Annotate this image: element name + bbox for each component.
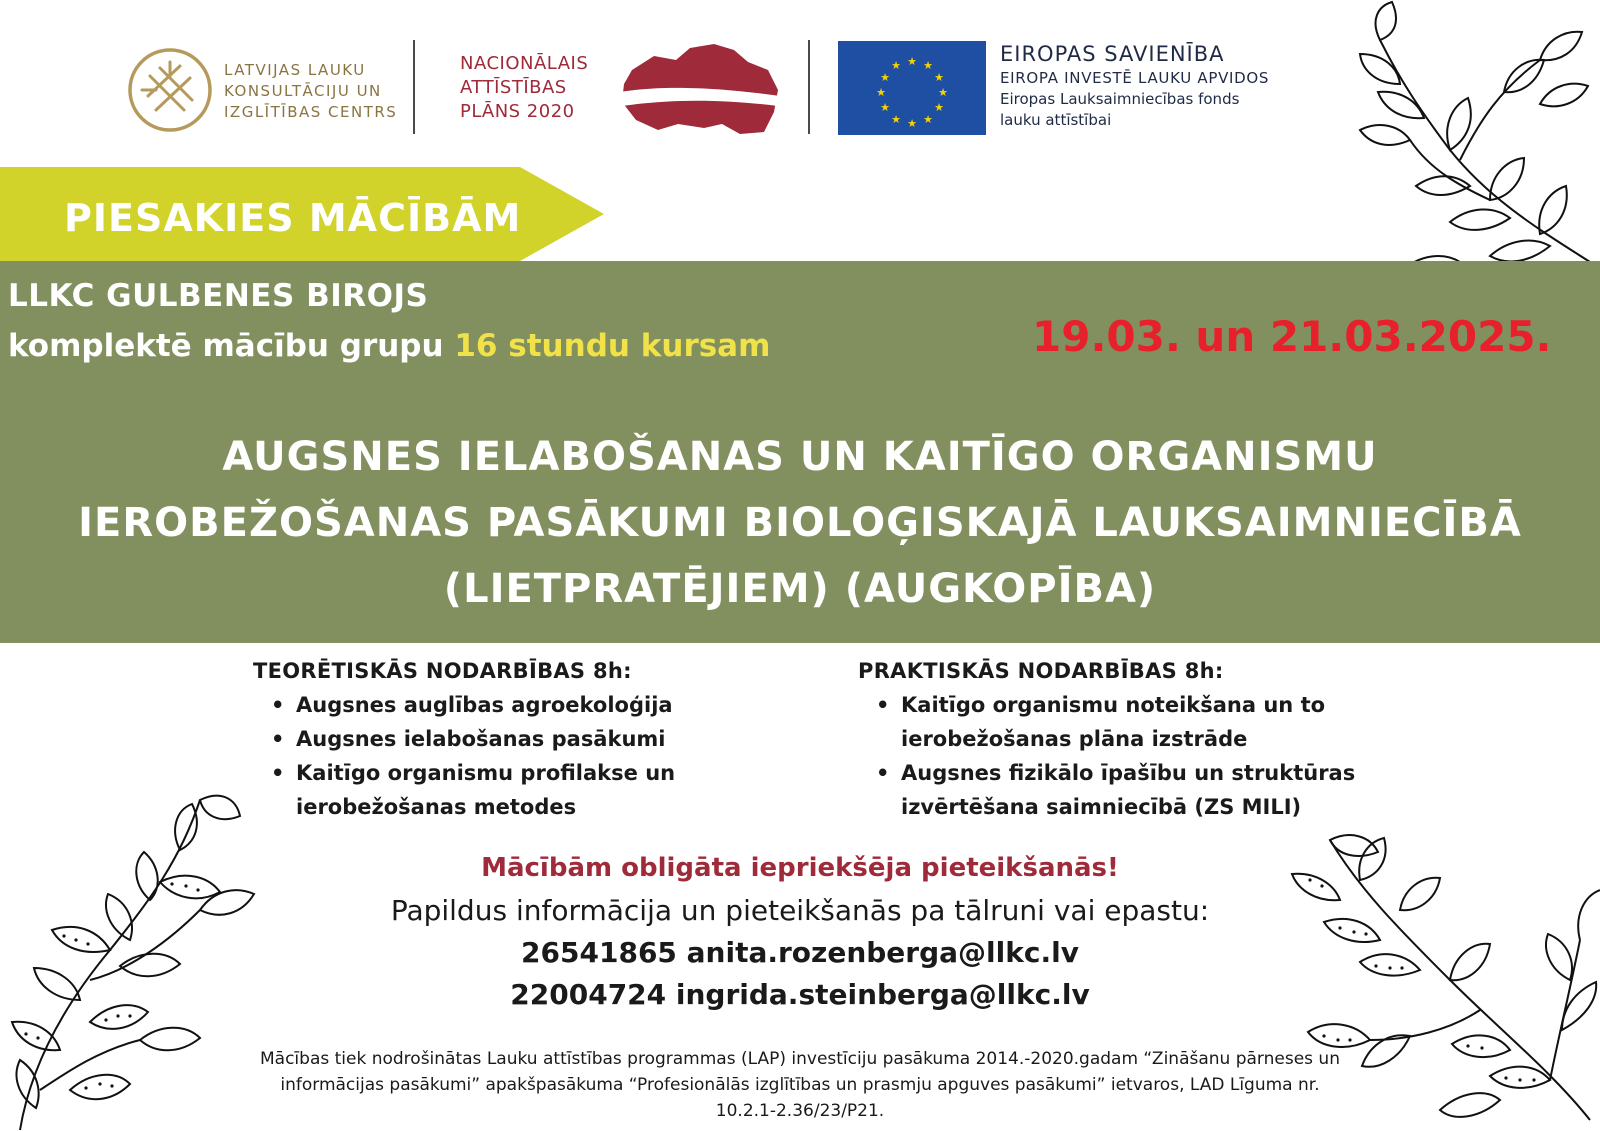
course-title-line: IEROBEŽOŠANAS PASĀKUMI BIOLOĢISKAJĀ LAUKSAIMNIECĪBĀ	[78, 500, 1522, 546]
svg-text:★: ★	[923, 113, 933, 126]
theory-list	[253, 688, 723, 824]
svg-text:★: ★	[938, 86, 948, 99]
footer-line: informācijas pasākumi” apakšpasākuma “Profesionālās izglītības un prasmju apguves pasākumi” ietvaros, LAD Līguma nr.	[280, 1075, 1320, 1095]
nap-logo-line: ATTĪSTĪBAS	[460, 77, 567, 98]
svg-text:★: ★	[880, 71, 890, 84]
llkc-logo-text	[224, 60, 397, 123]
group-highlight: 16 stundu kursam	[454, 328, 771, 364]
svg-text:★: ★	[934, 71, 944, 84]
llkc-logo	[126, 46, 396, 136]
list-item: • Augsnes auglības agroekoloģija	[253, 688, 723, 722]
funding-footer	[220, 1046, 1380, 1124]
header-divider	[808, 40, 810, 134]
svg-text:★: ★	[923, 59, 933, 72]
course-title	[0, 424, 1600, 622]
list-item: • Kaitīgo organismu profilakse un ierobežošanas metodes	[253, 756, 723, 824]
leaf-branch-icon	[1340, 0, 1600, 300]
theory-heading: TEORĒTISKĀS NODARBĪBAS 8h:	[253, 659, 632, 683]
nap-logo-line: NACIONĀLAIS	[460, 53, 589, 74]
svg-text:★: ★	[934, 101, 944, 114]
group-prefix: komplektē mācību grupu	[8, 328, 444, 364]
llkc-emblem-icon	[126, 46, 214, 134]
list-item: • Kaitīgo organismu noteikšana un to ierobežošanas plāna izstrāde	[858, 688, 1378, 756]
nap-logo-line: PLĀNS 2020	[460, 101, 575, 122]
eu-line: lauku attīstībai	[1000, 111, 1112, 129]
group-line	[8, 328, 770, 364]
course-dates: 19.03. un 21.03.2025.	[1032, 312, 1552, 361]
eu-line: Eiropas Lauksaimniecības fonds	[1000, 90, 1240, 108]
nap-logo	[460, 52, 620, 132]
course-title-line: AUGSNES IELABOŠANAS UN KAITĪGO ORGANISMU	[222, 434, 1378, 480]
llkc-logo-line: LATVIJAS LAUKU	[224, 61, 366, 79]
registration-notice: Mācībām obligāta iepriekšēja pieteikšanās!	[481, 853, 1119, 883]
llkc-logo-line: IZGLĪTĪBAS CENTRS	[224, 103, 398, 121]
svg-text:★: ★	[891, 113, 901, 126]
svg-text:★: ★	[907, 117, 917, 130]
banner-label: PIESAKIES MĀCĪBĀM	[64, 196, 522, 240]
latvia-map-icon	[618, 40, 782, 138]
practice-list	[858, 688, 1378, 824]
office-name: LLKC GULBENES BIROJS	[8, 278, 429, 314]
contact-info-text: Papildus informācija un pieteikšanās pa tālruni vai epastu:	[390, 894, 1210, 927]
svg-text:★: ★	[907, 55, 917, 68]
contact-line-anita[interactable]: 26541865 anita.rozenberga@llkc.lv	[521, 936, 1079, 969]
llkc-logo-line: KONSULTĀCIJU UN	[224, 82, 382, 100]
practice-section	[858, 656, 1378, 824]
list-item: • Augsnes ielabošanas pasākumi	[253, 722, 723, 756]
header-divider	[413, 40, 415, 134]
footer-line: 10.2.1-2.36/23/P21.	[715, 1101, 885, 1121]
eu-line: EIROPA INVESTĒ LAUKU APVIDOS	[1000, 69, 1270, 87]
footer-line: Mācības tiek nodrošinātas Lauku attīstības programmas (LAP) investīciju pasākuma 2014.-2020.gadam “Zināšanu pārneses un	[260, 1049, 1340, 1069]
theory-section	[253, 656, 723, 824]
contact-line-ingrida[interactable]: 22004724 ingrida.steinberga@llkc.lv	[510, 978, 1090, 1011]
course-title-line: (LIETPRATĒJIEM) (AUGKOPĪBA)	[443, 566, 1157, 612]
eu-logo-text	[1000, 40, 1290, 131]
svg-text:★: ★	[880, 101, 890, 114]
list-item: • Augsnes fizikālo īpašību un struktūras izvērtēšana saimniecībā (ZS MILI)	[858, 756, 1378, 824]
eu-flag-icon	[838, 41, 986, 135]
svg-text:★: ★	[891, 59, 901, 72]
practice-heading: PRAKTISKĀS NODARBĪBAS 8h:	[858, 659, 1224, 683]
eu-title: EIROPAS SAVIENĪBA	[1000, 42, 1225, 66]
svg-text:★: ★	[876, 86, 886, 99]
